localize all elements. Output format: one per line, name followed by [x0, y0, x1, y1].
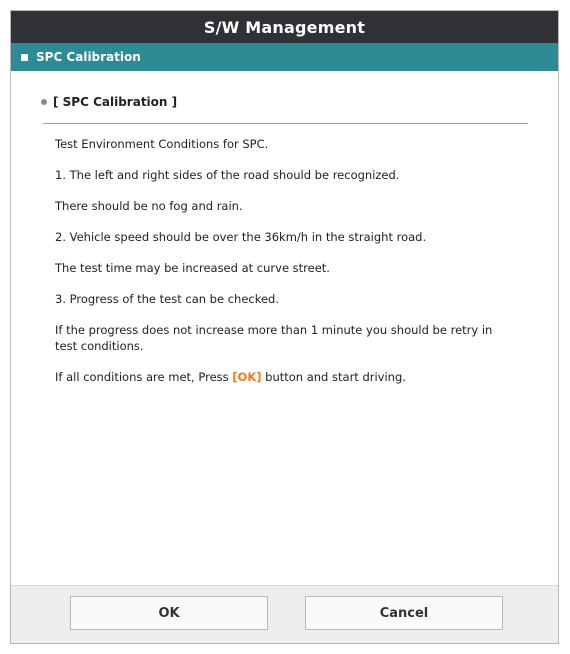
heading-divider: [43, 123, 528, 124]
dot-icon: [41, 99, 47, 105]
instruction-line: There should be no fog and rain.: [55, 199, 243, 213]
final-instruction: [55, 369, 528, 385]
section-header: [11, 43, 558, 71]
dialog-footer: [11, 585, 558, 643]
final-instruction-after: button and start driving.: [261, 370, 406, 384]
instruction-line: 1. The left and right sides of the road should be recognized.: [55, 168, 400, 182]
ok-highlight-text: [OK]: [232, 370, 262, 384]
instructions-heading: [41, 91, 528, 113]
dialog-title-bar: [11, 11, 558, 43]
instructions-panel: [11, 71, 558, 385]
section-title: SPC Calibration: [36, 50, 141, 64]
instructions-heading-label: [ SPC Calibration ]: [53, 95, 178, 109]
sw-management-dialog: [10, 10, 559, 644]
instruction-line: If the progress does not increase more than 1 minute you should be retry in test conditions.: [55, 323, 493, 353]
final-instruction-before: If all conditions are met, Press: [55, 370, 233, 384]
ok-button[interactable]: OK: [70, 596, 268, 630]
instruction-line: Test Environment Conditions for SPC.: [55, 137, 269, 151]
instruction-line: The test time may be increased at curve street.: [55, 261, 330, 275]
instruction-line: 2. Vehicle speed should be over the 36km/h in the straight road.: [55, 230, 427, 244]
cancel-button[interactable]: Cancel: [305, 596, 503, 630]
instruction-line: 3. Progress of the test can be checked.: [55, 292, 280, 306]
square-icon: [21, 54, 28, 61]
dialog-title: S/W Management: [203, 17, 366, 37]
